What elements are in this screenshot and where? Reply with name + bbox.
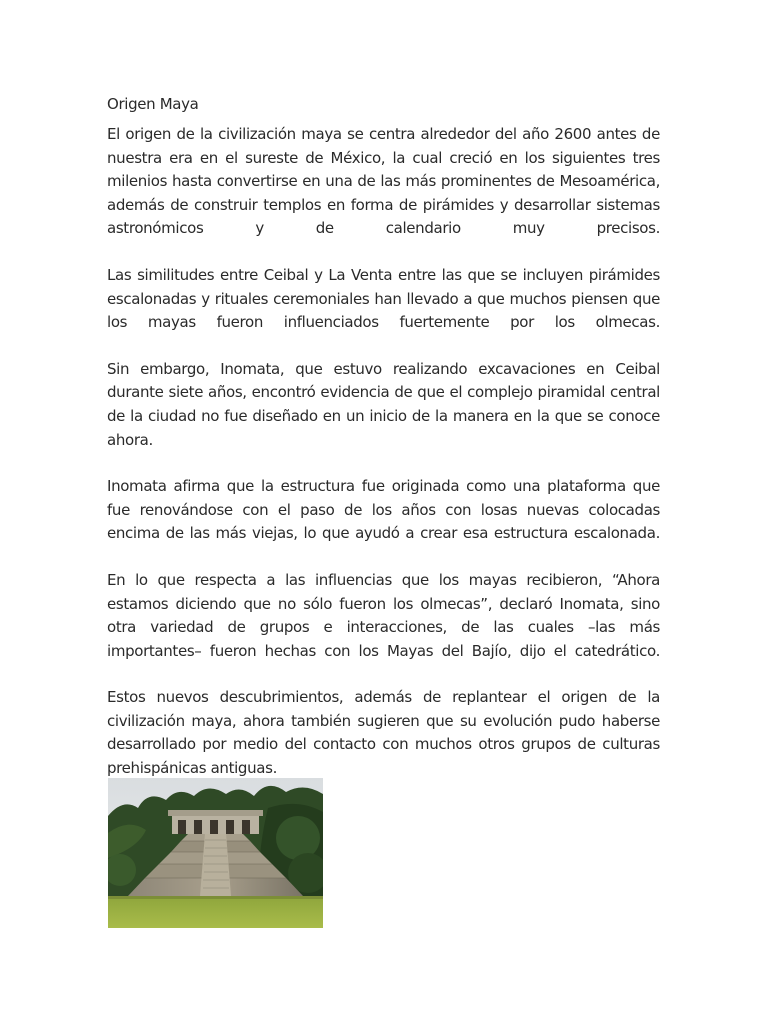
paragraph-5: En lo que respecta a las influencias que los mayas recibieron, “Ahora estamos diciendo que no sólo fueron los olmecas”, declaró Inomata, sino otra variedad de grupos e interacciones, de las cuales –las más importantes– fueron hechas con los Mayas del Bajío, dijo el catedrático.: [107, 570, 660, 660]
paragraph-3: Sin embargo, Inomata, que estuvo realizando excavaciones en Ceibal durante siete años, encontró evidencia de que el complejo piramidal central de la ciudad no fue diseñado en un inicio de la manera en la que se conoce ahora.: [107, 359, 660, 449]
paragraph-2: Las similitudes entre Ceibal y La Venta entre las que se incluyen pirámides escalonadas y rituales ceremoniales han llevado a que muchos piensen que los mayas fueron influenciados fuertemente por los olmecas.: [107, 265, 660, 332]
document-body: [107, 93, 660, 781]
paragraph-4: Inomata afirma que la estructura fue originada como una plataforma que fue renovándose con el paso de los años con losas nuevas colocadas encima de las más viejas, lo que ayudó a crear esa estructura escalonada.: [107, 477, 660, 543]
temple-illustration: [108, 778, 323, 928]
maya-temple-photo: [108, 778, 323, 928]
paragraph-1: El origen de la civilización maya se centra alrededor del año 2600 antes de nuestra era en el sureste de México, la cual creció en los siguientes tres milenios hasta convertirse en una de las más prominentes de Mesoamérica, además de construir templos en forma de pirámides y desarrollar sistemas astronómicos y de calendario muy precisos.: [107, 125, 660, 238]
paragraph-6: Estos nuevos descubrimientos, además de replantear el origen de la civilización maya, ahora también sugieren que su evolución pudo haberse desarrollado por medio del contacto con muchos otros grupos de culturas prehispánicas antiguas.: [107, 688, 660, 778]
document-title: Origen Maya: [107, 95, 199, 113]
